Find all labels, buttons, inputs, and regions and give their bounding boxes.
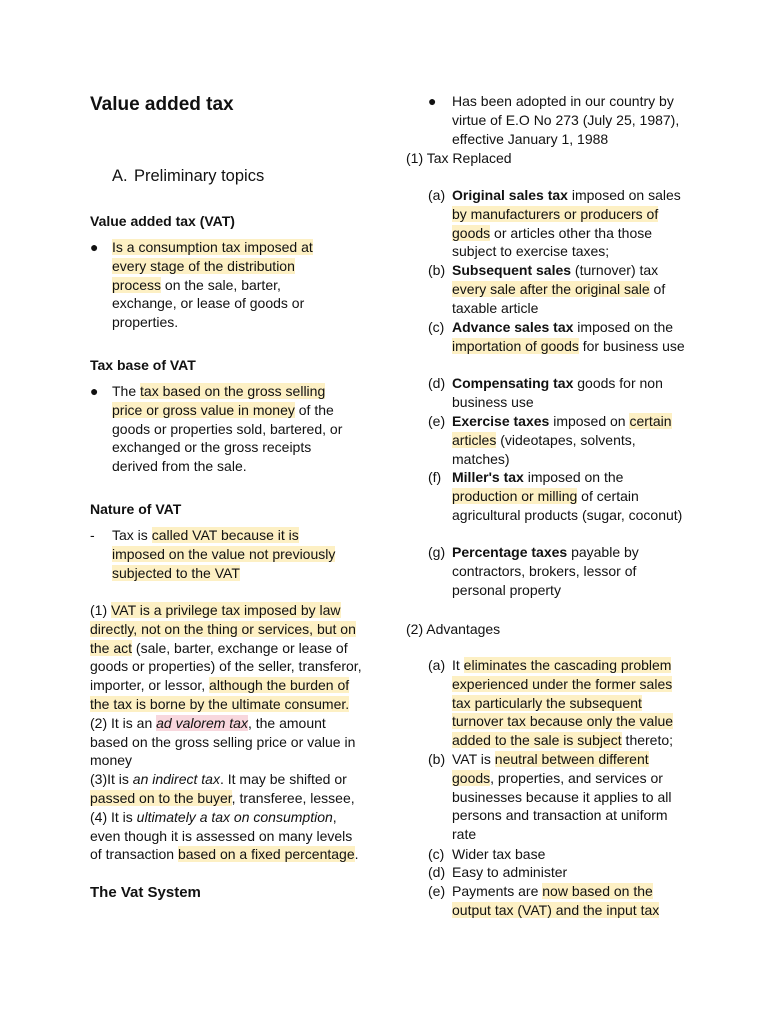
document-title: Value added tax [90, 94, 234, 115]
item-text-1: payable by contractors, brokers, lessor of personal property [452, 544, 639, 598]
item-text-2: or articles other tha those subject to exercise taxes; [452, 224, 653, 260]
item-text-2: of certain agricultural products (sugar, coconut) [452, 487, 683, 523]
item-text-1: VAT is [452, 751, 495, 767]
item-label: (a) [428, 657, 446, 673]
item-text-2: for business use [578, 337, 685, 354]
p2-emphasis: ad valorem tax [156, 714, 248, 731]
vat-system-heading: The Vat System [90, 884, 201, 901]
item-text-1: imposed on [549, 413, 630, 429]
section-a-marker: A. [112, 167, 128, 185]
item-label: (c) [428, 319, 445, 335]
bullet-icon: ● [90, 383, 99, 399]
item-text [452, 186, 686, 261]
item-label: (b) [428, 751, 446, 767]
item-term: Percentage taxes [452, 544, 568, 560]
dash-marker: - [90, 527, 95, 543]
p1-pre: (1) [90, 602, 111, 618]
item-label: (f) [428, 469, 442, 485]
item-text [452, 468, 686, 524]
item-text-1: imposed on sales [567, 187, 681, 203]
item-highlight: by manufacturers or producers of goods [452, 205, 659, 241]
p2-rest: , the amount based on the gross selling price or value in money [90, 714, 356, 769]
item-label: (c) [428, 846, 445, 862]
p4-rest: . [354, 846, 359, 863]
item-text: Easy to administer [452, 864, 568, 880]
nature-definition [90, 526, 344, 582]
item-label: (g) [428, 544, 446, 560]
item-highlight: neutral between different goods [452, 751, 649, 786]
item-highlight: production or milling [452, 487, 578, 504]
adopted-note [428, 92, 684, 148]
p3-rest: , transferee, lessee, [231, 789, 355, 806]
p1-highlight-1: VAT is a privilege tax imposed by law directly, not on the thing or services, but on the act [90, 602, 356, 656]
item-text [452, 318, 686, 356]
p3-highlight: passed on to the buyer [90, 789, 232, 806]
p4-emphasis: ultimately a tax on consumption [136, 808, 333, 825]
vat-definition [90, 238, 344, 332]
item-text [452, 543, 686, 599]
nature-paragraphs [90, 601, 362, 864]
tax-replaced-heading: (1) Tax Replaced [406, 150, 512, 166]
p1-highlight-2: although the burden of the tax is borne by the ultimate consumer. [90, 677, 350, 712]
p1-mid: (sale, barter, exchange or lease of goods or properties) of the seller, transferor, importer, or lessor, [90, 639, 362, 694]
item-text [452, 261, 686, 317]
item-text-1: imposed on the [573, 319, 674, 335]
item-text-2: (videotapes, solvents, matches) [452, 431, 636, 467]
item-highlight: every sale after the original sale [452, 280, 650, 297]
advantages-heading: (2) Advantages [406, 621, 501, 637]
item-text [452, 412, 686, 468]
bullet-icon: ● [90, 239, 99, 255]
vat-definition-highlight: Is a consumption tax imposed at every stage of the distribution process [112, 239, 313, 293]
item-term: Advance sales tax [452, 319, 574, 335]
adopted-text: Has been adopted in our country by virtue of E.O No 273 (July 25, 1987), effective January 1, 1988 [452, 93, 680, 147]
vat-heading: Value added tax (VAT) [90, 213, 235, 229]
p3-emphasis: an indirect tax [132, 771, 220, 788]
item-label: (b) [428, 262, 446, 278]
item-label: (e) [428, 413, 446, 429]
item-text-1: goods for non business use [452, 375, 663, 410]
nature-pre: Tax is [112, 527, 152, 543]
item-term: Miller's tax [452, 469, 524, 485]
item-text [452, 656, 686, 750]
item-text-2: , properties, and services or businesses because it applies to all persons and transaction at uniform rate [452, 769, 672, 843]
nature-point-2 [90, 714, 362, 770]
bullet-icon: ● [428, 93, 437, 109]
item-text: Wider tax base [452, 846, 546, 862]
item-label: (d) [428, 864, 446, 880]
item-text-1: Payments are [452, 883, 543, 899]
item-text [452, 374, 686, 412]
taxbase-highlight: tax based on the gross selling price or gross value in money [112, 383, 326, 418]
nature-point-1 [90, 601, 362, 714]
vat-definition-rest: on the sale, barter, exchange, or lease of goods or properties. [112, 276, 305, 331]
nature-heading: Nature of VAT [90, 501, 182, 517]
item-text-2: thereto; [621, 732, 674, 749]
section-a-label: Preliminary topics [134, 167, 265, 185]
nature-point-3 [90, 770, 362, 808]
item-term: Original sales tax [452, 187, 568, 203]
item-highlight: importation of goods [452, 337, 579, 354]
p3-mid: . It may be shifted or [219, 771, 347, 788]
item-label: (d) [428, 375, 446, 391]
taxbase-rest: of the goods or properties sold, bartered, or exchanged or the gross receipts derived from the sale. [112, 401, 343, 475]
item-text [452, 750, 686, 844]
item-text-2: of taxable article [452, 280, 666, 316]
item-label: (a) [428, 187, 446, 203]
p2-pre: (2) It is an [90, 714, 157, 731]
p3-pre: (3)It is [90, 771, 133, 788]
item-term: Compensating tax [452, 375, 574, 391]
item-label: (e) [428, 883, 446, 899]
section-a-heading [112, 165, 264, 187]
p4-pre: (4) It is [90, 808, 137, 825]
item-term: Exercise taxes [452, 413, 550, 429]
nature-highlight: called VAT because it is imposed on the value not previously subjected to the VAT [112, 527, 336, 581]
p4-mid: , even though it is assessed on many levels of transaction [90, 808, 353, 863]
taxbase-pre: The [112, 383, 141, 399]
p4-highlight: based on a fixed percentage [177, 846, 355, 863]
item-text-1: imposed on the [523, 469, 624, 485]
nature-point-4 [90, 808, 362, 864]
item-highlight: eliminates the cascading problem experienced under the former sales tax particularly the subsequent turnover tax because only the value added to the sale is subject [452, 657, 674, 749]
item-term: Subsequent sales [452, 262, 572, 278]
taxbase-heading: Tax base of VAT [90, 357, 196, 373]
item-text-1: It [452, 657, 464, 673]
taxbase-definition [90, 382, 344, 476]
item-text [452, 882, 686, 920]
item-text-1: (turnover) tax [571, 262, 659, 278]
item-highlight: now based on the output tax (VAT) and the input tax [452, 883, 660, 918]
item-highlight: certain articles [452, 413, 672, 448]
